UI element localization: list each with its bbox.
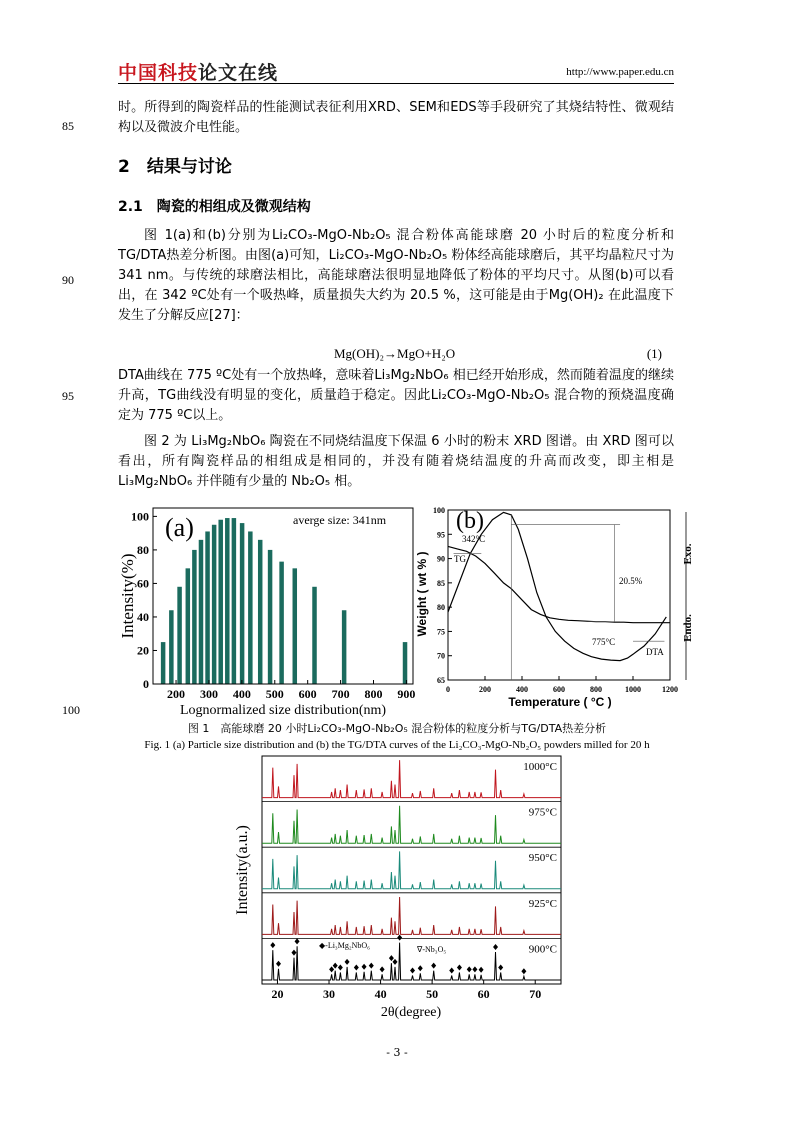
bar: [199, 540, 204, 684]
bar: [169, 610, 174, 684]
temperature-label: 1000°C: [523, 761, 557, 773]
phase-marker: [521, 968, 526, 974]
equation-formula: Mg(OH)₂→MgO+H₂O: [334, 346, 456, 361]
paragraph-0: 时。所得到的陶瓷样品的性能测试表征利用XRD、SEM和EDS等手段研究了其烧结特性、微观结构以及微波介电性能。: [118, 100, 674, 135]
subsection-title: 2.1 陶瓷的相组成及微观结构: [118, 199, 311, 215]
phase-marker: [338, 965, 343, 971]
line-number: 95: [62, 389, 74, 403]
equation-number: (1): [646, 346, 662, 361]
x-tick-label: 50: [426, 987, 439, 1001]
x-tick-label: 400: [516, 685, 528, 694]
x-tick-label: 1000: [625, 685, 641, 694]
header-url[interactable]: http://www.paper.edu.cn: [566, 66, 674, 78]
phase-marker: [389, 955, 394, 961]
x-tick-label: 200: [479, 685, 491, 694]
y-axis-label-b: Weight ( wt % ): [415, 551, 429, 637]
annotation-775: 775°C: [592, 637, 616, 647]
phase-marker: [345, 959, 350, 965]
legend-main-phase: ◆-Li₃Mg₂NbO₆: [319, 941, 370, 950]
y-tick-label: 95: [437, 530, 445, 540]
x-tick-label: 700: [331, 687, 350, 701]
bar: [279, 562, 284, 684]
bar: [205, 531, 210, 684]
phase-marker: [410, 968, 415, 974]
phase-marker: [493, 944, 498, 950]
y-tick-label: 85: [437, 578, 445, 588]
bar: [312, 587, 317, 684]
bar: [293, 568, 298, 684]
phase-marker: [393, 959, 398, 965]
phase-marker: [276, 961, 281, 967]
x-tick-label: 300: [199, 687, 218, 701]
y-tick-label: 90: [437, 554, 445, 564]
phase-marker: [431, 963, 436, 969]
phase-marker: [329, 966, 334, 972]
bar: [240, 523, 245, 684]
phase-marker: [457, 965, 462, 971]
endo-label: Endo.: [682, 614, 694, 642]
y-tick-label: 0: [143, 677, 149, 691]
panel-label-a: (a): [165, 513, 194, 542]
phase-marker: [472, 966, 477, 972]
x-tick-label: 30: [323, 987, 336, 1001]
temperature-label: 975°C: [528, 806, 557, 819]
bar: [232, 518, 237, 684]
figure-1a-bar-chart: [115, 504, 420, 718]
y-tick-label: 20: [137, 643, 149, 658]
phase-marker: [418, 965, 423, 971]
bar: [186, 568, 191, 684]
bar: [212, 525, 217, 684]
bar: [403, 642, 408, 684]
x-tick-label: 0: [446, 685, 450, 694]
x-tick-label: 70: [529, 987, 542, 1001]
logo-main-text: 中国科技: [118, 62, 199, 84]
bar: [218, 520, 223, 684]
annotation-342: 342°C: [462, 534, 486, 544]
y-tick-label: 70: [437, 651, 445, 661]
temperature-label: 900°C: [528, 943, 557, 956]
phase-marker: [467, 966, 472, 972]
x-axis-label-2: 2θ(degree): [380, 1005, 442, 1020]
x-tick-label: 900: [397, 687, 416, 701]
x-tick-label: 500: [265, 687, 284, 701]
xrd-curve: [262, 897, 561, 934]
xrd-curve: [262, 806, 561, 843]
panel-label-b: (b): [456, 508, 484, 534]
page-number: - 3 -: [386, 1046, 408, 1059]
x-axis-label-b: Temperature ( °C ): [508, 695, 612, 709]
phase-marker: [380, 966, 385, 972]
bar: [192, 550, 197, 684]
paragraph-3: 图 2 为 Li₃Mg₂NbO₆ 陶瓷在不同烧结温度下保温 6 小时的粉末 XRD 图谱。由 XRD 图可以看出，所有陶瓷样品的相组成是相同的，并没有随着烧结温度的升高而改变，即主相是Li₃Mg₂NbO₆ 并伴随有少量的 Nb₂O₅ 相。: [118, 434, 674, 489]
y-tick-label: 100: [131, 509, 149, 524]
temperature-label: 925°C: [528, 897, 557, 910]
y-axis-label-2: Intensity(a.u.): [234, 825, 251, 915]
temperature-label: 950°C: [528, 852, 557, 865]
phase-marker: [270, 942, 275, 948]
y-axis-label-a: Intensity(%): [118, 553, 137, 639]
y-tick-label: 60: [137, 576, 149, 591]
exo-label: Exo.: [682, 543, 694, 565]
x-tick-label: 800: [364, 687, 383, 701]
y-tick-label: 65: [437, 676, 445, 685]
section-title: 2 结果与讨论: [118, 157, 232, 177]
header-logo: [118, 58, 278, 85]
x-tick-label: 20: [271, 987, 284, 1001]
xrd-curve: [262, 760, 561, 797]
size-annotation: averge size: 341nm: [293, 513, 387, 527]
x-axis-label-a: Lognormalized size distribution(nm): [179, 703, 387, 718]
y-tick-label: 80: [437, 603, 445, 613]
bar: [342, 610, 347, 684]
phase-marker: [449, 968, 454, 974]
y-tick-label: 40: [137, 609, 149, 624]
line-number: 90: [62, 273, 74, 287]
logo-sub-text: 论文在线: [198, 62, 279, 84]
phase-marker: [397, 935, 402, 941]
phase-marker: [291, 950, 296, 956]
bar: [268, 550, 273, 684]
bar: [225, 518, 230, 684]
phase-marker: [369, 963, 374, 969]
x-tick-label: 1200: [662, 685, 678, 694]
phase-marker: [295, 938, 300, 944]
paragraph-1: 图 1(a)和(b)分别为Li₂CO₃-MgO-Nb₂O₅ 混合粉体高能球磨 20 小时后的粒度分析和TG/DTA热差分析图。由图(a)可知，Li₂CO₃-MgO-Nb₂O₅ 粉体经高能球磨后，其平均晶粒尺寸为 341 nm。与传统的球磨法相比，高能球磨法很明显地降低了粉体的平均尺寸。从图(b)可以看出，在 342 ºC处有一个吸热峰，质量损失大约为 20.5 %，这可能是由于Mg(OH)₂ 在此温度下发生了分解反应[27]：: [118, 228, 674, 323]
line-number: 85: [62, 119, 74, 133]
bar: [258, 540, 263, 684]
y-tick-label: 75: [437, 627, 445, 637]
bar: [248, 531, 253, 684]
tg-label: TG: [454, 554, 466, 564]
y-tick-label: 100: [433, 506, 445, 515]
figure-1b-tg-dta-chart: [410, 504, 700, 718]
phase-marker: [333, 963, 338, 969]
figure-1-caption-en: Fig. 1 (a) Particle size distribution and (b) the TG/DTA curves of the Li₂CO₃-MgO-Nb₂O₅ powders milled for 20 h: [144, 739, 650, 751]
phase-marker: [354, 965, 359, 971]
figure-2-xrd-chart: [225, 754, 570, 1026]
x-tick-label: 200: [167, 687, 186, 701]
bar: [177, 587, 182, 684]
x-tick-label: 800: [590, 685, 602, 694]
x-tick-label: 60: [477, 987, 490, 1001]
xrd-curve: [262, 943, 561, 980]
y-tick-label: 80: [137, 542, 149, 557]
line-number: 100: [62, 703, 80, 717]
dta-label: DTA: [646, 647, 664, 657]
x-tick-label: 400: [232, 687, 251, 701]
x-tick-label: 600: [553, 685, 565, 694]
xrd-curve: [262, 851, 561, 888]
phase-marker: [362, 964, 367, 970]
bar: [161, 642, 166, 684]
annotation-loss: 20.5%: [619, 576, 643, 586]
legend-minor-phase: ∇-Nb₃O₅: [417, 945, 447, 954]
header-rule: [118, 83, 674, 84]
figure-1-caption-zh: 图 1 高能球磨 20 小时Li₂CO₃-MgO-Nb₂O₅ 混合粉体的粒度分析与TG/DTA热差分析: [187, 722, 607, 735]
phase-marker: [498, 965, 503, 971]
x-tick-label: 600: [298, 687, 317, 701]
phase-marker: [479, 967, 484, 973]
paragraph-2: DTA曲线在 775 ºC处有一个放热峰，意味着Li₃Mg₂NbO₆ 相已经开始形成，然而随着温度的继续升高，TG曲线没有明显的变化，质量趋于稳定。因此Li₂CO₃-MgO-Nb₂O₅ 混合物的预烧温度确定为 775 ºC以上。: [118, 368, 674, 423]
x-tick-label: 40: [374, 987, 387, 1001]
